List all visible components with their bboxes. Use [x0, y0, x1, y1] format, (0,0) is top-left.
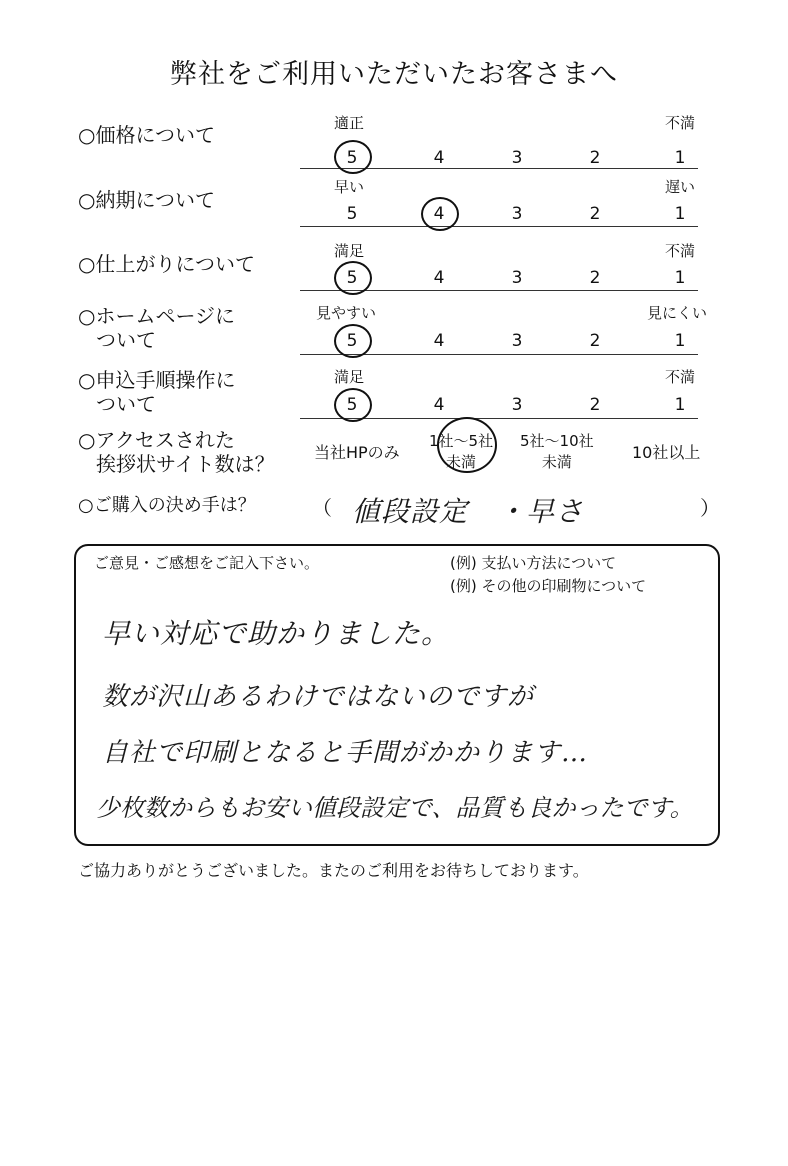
question-finish: [78, 252, 255, 276]
comment-line-3: 自社で印刷となると手間がかかります…: [102, 738, 589, 768]
option-label-top: 1社～5社: [429, 432, 494, 450]
scale-high-label: 満足: [334, 368, 365, 386]
scale-4[interactable]: 4: [433, 268, 445, 288]
question-label-line1: ○アクセスされた: [78, 428, 235, 452]
question-label-line2: ついて: [96, 328, 156, 352]
answer-circle: [421, 197, 459, 231]
scale-4[interactable]: 4: [433, 395, 445, 415]
question-label: ○仕上がりについて: [78, 252, 256, 276]
answer-circle: [334, 261, 372, 295]
answer-circle: [437, 417, 497, 473]
comment-line-2: 数が沢山あるわけではないのですが: [102, 682, 535, 712]
scale-1[interactable]: 1: [674, 148, 686, 168]
scale-3[interactable]: 3: [511, 268, 523, 288]
comments-example-2: (例) その他の印刷物について: [450, 577, 647, 595]
close-paren: ）: [700, 496, 720, 520]
scale-5[interactable]: 5: [346, 331, 358, 351]
comment-line-1: 早い対応で助かりました。: [102, 617, 451, 650]
purchase-answer-handwritten[interactable]: 値段設定 ・早さ: [352, 495, 585, 528]
scale-5[interactable]: 5: [346, 204, 358, 224]
scale-high-label: 満足: [334, 242, 365, 260]
scale-high-label: 見やすい: [316, 304, 377, 322]
scale-3[interactable]: 3: [511, 395, 523, 415]
question-purchase-reason: ○ご購入の決め手は？: [78, 495, 256, 516]
question-access: [78, 428, 275, 476]
comment-line-4: 少枚数からもお安い値段設定で、品質も良かったです。: [96, 794, 694, 822]
question-application: [78, 368, 235, 416]
scale-5[interactable]: 5: [346, 268, 358, 288]
question-label: ○納期について: [78, 188, 216, 212]
option-label-bottom: 未満: [541, 453, 572, 471]
scale-4[interactable]: 4: [433, 148, 445, 168]
comments-prompt: ご意見・ご感想をご記入下さい。: [94, 554, 320, 572]
comments-example-1: (例) 支払い方法について: [450, 554, 617, 572]
scale-2[interactable]: 2: [589, 331, 601, 351]
footer-thanks: ご協力ありがとうございました。またのご利用をお待ちしております。: [78, 861, 589, 880]
scale-2[interactable]: 2: [589, 204, 601, 224]
scale-low-label: 遅い: [665, 178, 696, 196]
scale-3[interactable]: 3: [511, 331, 523, 351]
scale-5[interactable]: 5: [346, 148, 358, 168]
scale-4[interactable]: 4: [433, 331, 445, 351]
scale-low-label: 不満: [665, 114, 696, 132]
answer-circle: [334, 324, 372, 358]
scale-3[interactable]: 3: [511, 148, 523, 168]
scale-low-label: 見にくい: [647, 304, 708, 322]
row-divider: [300, 226, 698, 227]
scale-4[interactable]: 4: [433, 204, 445, 224]
scale-2[interactable]: 2: [589, 148, 601, 168]
scale-high-label: 早い: [334, 178, 365, 196]
question-label-line1: ○ホームページに: [78, 304, 236, 328]
scale-2[interactable]: 2: [589, 395, 601, 415]
scale-2[interactable]: 2: [589, 268, 601, 288]
question-label-line2: ついて: [96, 392, 156, 416]
option-label-top: 5社～10社: [520, 432, 594, 450]
option-over-10-sites[interactable]: 10社以上: [632, 443, 701, 462]
answer-circle: [334, 388, 372, 422]
scale-high-label: 適正: [334, 114, 365, 132]
scale-1[interactable]: 1: [674, 331, 686, 351]
scale-low-label: 不満: [665, 368, 696, 386]
question-label: ○価格について: [78, 123, 216, 147]
question-label-line2: 挨拶状サイト数は？: [96, 452, 275, 476]
question-price: [78, 123, 215, 147]
scale-1[interactable]: 1: [674, 395, 686, 415]
option-own-site-only[interactable]: 当社HPのみ: [314, 443, 400, 462]
scale-3[interactable]: 3: [511, 204, 523, 224]
question-delivery: [78, 188, 215, 212]
scale-5[interactable]: 5: [346, 395, 358, 415]
option-label-bottom: 未満: [446, 453, 477, 471]
page-title: 弊社をご利用いただいたお客さまへ: [170, 59, 618, 90]
question-label-line1: ○申込手順操作に: [78, 368, 236, 392]
open-paren: （: [312, 496, 332, 520]
scale-1[interactable]: 1: [674, 204, 686, 224]
scale-low-label: 不満: [665, 242, 696, 260]
answer-circle: [334, 140, 372, 174]
question-homepage: [78, 304, 235, 352]
option-5-10-sites[interactable]: [520, 430, 594, 472]
scale-1[interactable]: 1: [674, 268, 686, 288]
